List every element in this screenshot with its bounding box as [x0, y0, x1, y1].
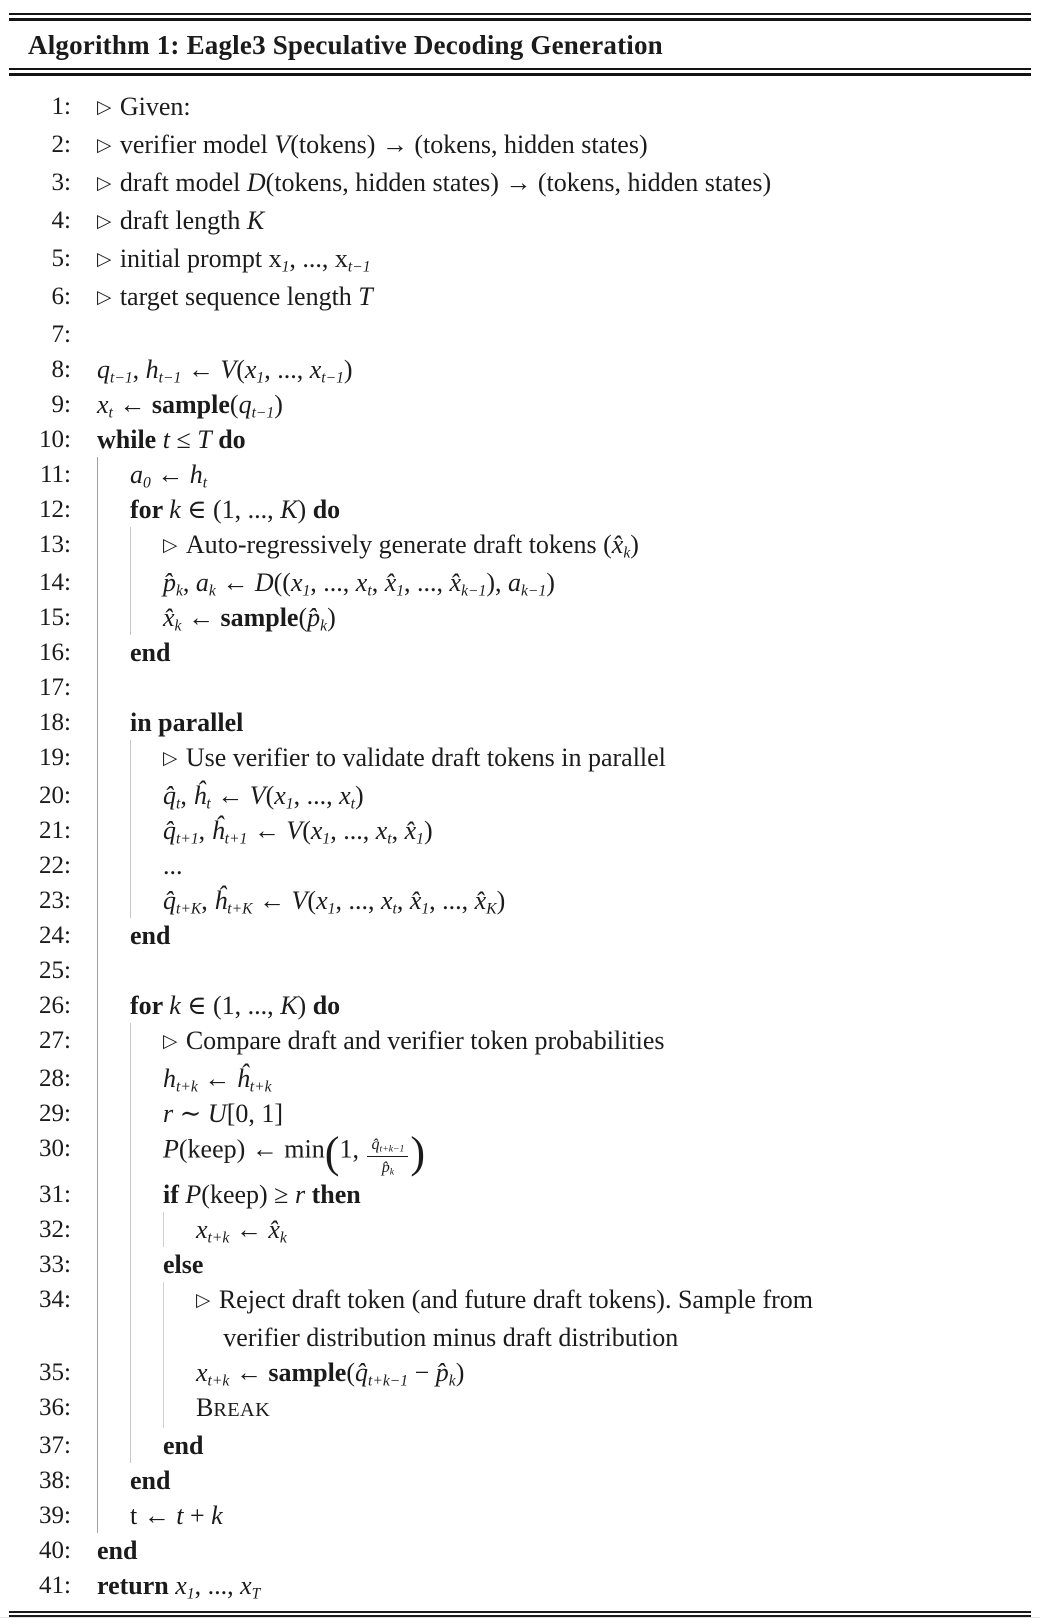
scope-bar: [97, 918, 130, 953]
line-number: 40:: [39, 1537, 71, 1565]
algo-line-30: [9, 1128, 1031, 1178]
scope-bar: [97, 1177, 130, 1212]
algo-line-12: [9, 492, 1031, 527]
algo-line-29: [9, 1096, 1031, 1131]
algo-line-27: [9, 1023, 1031, 1061]
statement-text: while t ≤ T do: [97, 425, 246, 454]
algo-line-16: [9, 635, 1031, 670]
statement-text: ...: [163, 851, 183, 880]
line-number: 38:: [39, 1467, 71, 1495]
comment-triangle-icon: ▷: [163, 748, 178, 769]
algo-line-39: [9, 1498, 1031, 1533]
statement-text: BREAK: [196, 1393, 271, 1423]
scope-bar: [130, 1247, 163, 1282]
statement-text: $x_{t+k}$ ← $sample(q̂_{t+k-1}$ − $p̂_k$): [196, 1358, 465, 1390]
algo-line-7: [9, 317, 1031, 352]
statement-text: end: [130, 1466, 171, 1496]
scope-bar: [97, 670, 130, 705]
algo-line-18: [9, 705, 1031, 740]
scope-bar: [130, 1023, 163, 1061]
line-number: 17:: [39, 674, 71, 701]
algo-line-23: [9, 883, 1031, 918]
algo-line-25: [9, 953, 1031, 988]
statement-text: t ← t + k: [130, 1501, 223, 1531]
scope-bar: [97, 527, 130, 565]
algo-line-2: [9, 127, 1031, 165]
line-number: 11:: [39, 461, 71, 488]
statement-text: $q_{t-1}$, $h_{t-1}$ ← $V(x_1$, ..., $x_{t-1}$): [97, 355, 353, 387]
line-number: 1:: [51, 93, 71, 120]
algo-line-34: [9, 1282, 1031, 1355]
line-number: 30:: [39, 1135, 71, 1162]
statement-text: end: [97, 1536, 138, 1566]
scope-bar: [130, 1131, 163, 1177]
scope-bar: [97, 600, 130, 635]
comment-text: ▷ Compare draft and verifier token probabilities: [163, 1026, 665, 1055]
algo-line-32: [9, 1212, 1031, 1247]
comment-text: ▷ Reject draft token (and future draft tokens). Sample from verifier distribution minus draft distribution: [196, 1285, 813, 1353]
algo-line-36: [9, 1390, 1031, 1428]
line-number: 4:: [51, 207, 71, 234]
line-number: 25:: [39, 957, 71, 984]
scope-bar: [97, 988, 130, 1023]
algo-line-5: [9, 241, 1031, 279]
scope-bar: [130, 527, 163, 565]
line-number: 39:: [39, 1502, 71, 1530]
comment-triangle-icon: ▷: [97, 249, 112, 270]
line-number: 41:: [39, 1572, 71, 1600]
line-number: 9:: [51, 391, 71, 418]
scope-bar: [97, 1463, 130, 1498]
statement-text: end: [130, 921, 171, 950]
comment-triangle-icon: ▷: [97, 287, 112, 308]
comment-text: ▷ initial prompt $x_1$, ..., $x_{t-1}$: [97, 244, 371, 276]
algo-line-1: [9, 89, 1031, 127]
statement-text: P(keep) ← min(1, $\frac{q̂_{t+k-1}}{p̂_k}$ ): [163, 1128, 426, 1178]
line-number: 10:: [39, 426, 71, 453]
line-number: 3:: [51, 169, 71, 196]
algo-line-15: [9, 600, 1031, 635]
scope-bar: [97, 457, 130, 492]
scope-bar: [97, 1247, 130, 1282]
algorithm-body: [9, 76, 1031, 1611]
line-number: 19:: [39, 744, 71, 771]
fraction: $\frac{q̂_{t+k-1}}{p̂_k}$: [367, 1135, 408, 1177]
scope-bar: [97, 1131, 130, 1177]
algo-line-21: [9, 813, 1031, 848]
scope-bar: [97, 635, 130, 670]
line-number: 13:: [39, 531, 71, 558]
line-number: 23:: [39, 887, 71, 914]
statement-text: r ∼ U[0, 1]: [163, 1099, 284, 1128]
scope-bar: [163, 1390, 196, 1428]
line-number: 26:: [39, 992, 71, 1019]
title-rule: [9, 68, 1031, 76]
algo-line-22: [9, 848, 1031, 883]
comment-triangle-icon: ▷: [97, 135, 112, 156]
scope-bar: [97, 848, 130, 883]
algo-line-6: [9, 279, 1031, 317]
scope-bar: [97, 1096, 130, 1131]
scope-bar: [97, 813, 130, 848]
statement-text: $a_0$ ← $h_t$: [130, 460, 208, 492]
statement-text: $h_{t+k}$ ← $ĥ_{t+k}$: [163, 1064, 272, 1096]
statement-text: for k ∈ (1, ..., K) do: [130, 991, 341, 1020]
scope-bar: [97, 1355, 130, 1390]
statement-text: end: [163, 1431, 204, 1461]
algo-line-4: [9, 203, 1031, 241]
algo-line-14: [9, 565, 1031, 600]
statement-text: $q̂_t$, $ĥ_t$ ← $V(x_1$, ..., $x_t$): [163, 781, 364, 813]
algo-line-38: [9, 1463, 1031, 1498]
scope-bar: [130, 1061, 163, 1096]
algo-line-9: [9, 387, 1031, 422]
scope-bar: [130, 1390, 163, 1428]
line-number: 35:: [39, 1359, 71, 1387]
line-number: 8:: [51, 356, 71, 383]
statement-text: if P(keep) ≥ r then: [163, 1180, 361, 1210]
scope-bar: [97, 1428, 130, 1463]
comment-triangle-icon: ▷: [97, 211, 112, 232]
algo-line-41: [9, 1568, 1031, 1603]
scope-bar: [97, 1023, 130, 1061]
comment-text: ▷ verifier model V(tokens) → (tokens, hidden states): [97, 130, 648, 159]
comment-triangle-icon: ▷: [163, 535, 178, 556]
top-rule: [9, 13, 1031, 21]
comment-text: ▷ draft model D(tokens, hidden states) → (tokens, hidden states): [97, 168, 772, 197]
scope-bar: [97, 705, 130, 740]
line-number: 6:: [51, 283, 71, 310]
line-number: 7:: [51, 321, 71, 348]
algo-line-8: [9, 352, 1031, 387]
algo-line-13: [9, 527, 1031, 565]
scope-bar: [97, 492, 130, 527]
algorithm-title: Algorithm 1: Eagle3 Speculative Decoding Generation: [28, 30, 663, 60]
line-number: 31:: [39, 1181, 71, 1209]
algo-line-24: [9, 918, 1031, 953]
comment-triangle-icon: ▷: [163, 1031, 178, 1052]
algo-line-37: [9, 1428, 1031, 1463]
algo-line-11: [9, 457, 1031, 492]
statement-text: end: [130, 638, 171, 667]
scope-bar: [97, 1061, 130, 1096]
scope-bar: [130, 1096, 163, 1131]
comment-text: ▷ Auto-regressively generate draft tokens $(x̂_k)$: [163, 530, 639, 562]
line-number: 22:: [39, 852, 71, 879]
line-number: 32:: [39, 1216, 71, 1244]
line-number: 27:: [39, 1027, 71, 1054]
scope-bar: [97, 1390, 130, 1428]
algo-line-35: [9, 1355, 1031, 1390]
statement-text: in parallel: [130, 708, 244, 737]
comment-triangle-icon: ▷: [196, 1290, 211, 1312]
algo-line-31: [9, 1177, 1031, 1212]
line-number: 28:: [39, 1065, 71, 1092]
scope-bar: [97, 953, 130, 988]
line-number: 33:: [39, 1251, 71, 1279]
scope-bar: [130, 1355, 163, 1390]
scope-bar: [163, 1212, 196, 1247]
line-number: 24:: [39, 922, 71, 949]
line-number: 12:: [39, 496, 71, 523]
comment-text: ▷ target sequence length T: [97, 282, 373, 311]
statement-text: $q̂_{t+1}$, $ĥ_{t+1}$ ← $V(x_1$, ..., $x_t$, $x̂_1$): [163, 816, 433, 848]
comment-triangle-icon: ▷: [97, 97, 112, 118]
scope-bar: [130, 1428, 163, 1463]
scope-bar: [130, 848, 163, 883]
scope-bar: [130, 1177, 163, 1212]
algo-line-20: [9, 778, 1031, 813]
algo-line-10: [9, 422, 1031, 457]
line-number: 21:: [39, 817, 71, 844]
statement-text: return $x_1$, ..., $x_T$: [97, 1571, 261, 1603]
scope-bar: [130, 740, 163, 778]
statement-text: $x_t$ ← $sample(q_{t-1})$: [97, 390, 283, 422]
line-number: 15:: [39, 604, 71, 631]
line-number: 20:: [39, 782, 71, 809]
algo-line-28: [9, 1061, 1031, 1096]
algo-line-33: [9, 1247, 1031, 1282]
line-number: 37:: [39, 1432, 71, 1460]
comment-text: ▷ draft length K: [97, 206, 265, 235]
scope-bar: [97, 778, 130, 813]
line-number: 36:: [39, 1394, 71, 1422]
scope-bar: [130, 883, 163, 918]
statement-text: $x̂_k$ ← $sample(p̂_k)$: [163, 603, 336, 635]
comment-text: ▷ Use verifier to validate draft tokens in parallel: [163, 743, 666, 772]
comment-triangle-icon: ▷: [97, 173, 112, 194]
line-number: 16:: [39, 639, 71, 666]
scope-bar: [130, 1212, 163, 1247]
scope-bar: [97, 883, 130, 918]
scope-bar: [97, 1498, 130, 1533]
line-number: 5:: [51, 245, 71, 272]
scope-bar: [163, 1355, 196, 1390]
line-number: 18:: [39, 709, 71, 736]
comment-text: ▷ Given:: [97, 92, 191, 121]
statement-text: [130, 670, 1031, 705]
scope-bar: [130, 565, 163, 600]
statement-text: [130, 953, 1031, 988]
statement-text: $x_{t+k}$ ← $x̂_k$: [196, 1215, 287, 1247]
algo-line-17: [9, 670, 1031, 705]
statement-text: $p̂_k$, $a_k$ ← $D((x_1$, ..., $x_t$, $x̂_1$, ..., $x̂_{k-1}$), $a_{k-1}$): [163, 568, 555, 600]
scope-bar: [163, 1282, 196, 1355]
scope-bar: [130, 600, 163, 635]
scope-bar: [97, 1282, 130, 1355]
algo-line-26: [9, 988, 1031, 1023]
statement-text: [97, 317, 1031, 352]
line-number: 14:: [39, 569, 71, 596]
scope-bar: [130, 778, 163, 813]
statement-text: for k ∈ (1, ..., K) do: [130, 495, 341, 524]
algo-line-3: [9, 165, 1031, 203]
scope-bar: [130, 813, 163, 848]
line-number: 29:: [39, 1100, 71, 1127]
scope-bar: [130, 1282, 163, 1355]
algo-line-19: [9, 740, 1031, 778]
line-number: 2:: [51, 131, 71, 158]
scope-bar: [97, 740, 130, 778]
statement-text: $q̂_{t+K}$, $ĥ_{t+K}$ ← $V(x_1$, ..., $x_t$, $x̂_1$, ..., $x̂_K$): [163, 886, 506, 918]
algo-line-40: [9, 1533, 1031, 1568]
line-number: 34:: [39, 1286, 71, 1314]
scope-bar: [97, 1212, 130, 1247]
algorithm-box: [9, 13, 1031, 1617]
scope-bar: [97, 565, 130, 600]
statement-text: else: [163, 1250, 204, 1280]
